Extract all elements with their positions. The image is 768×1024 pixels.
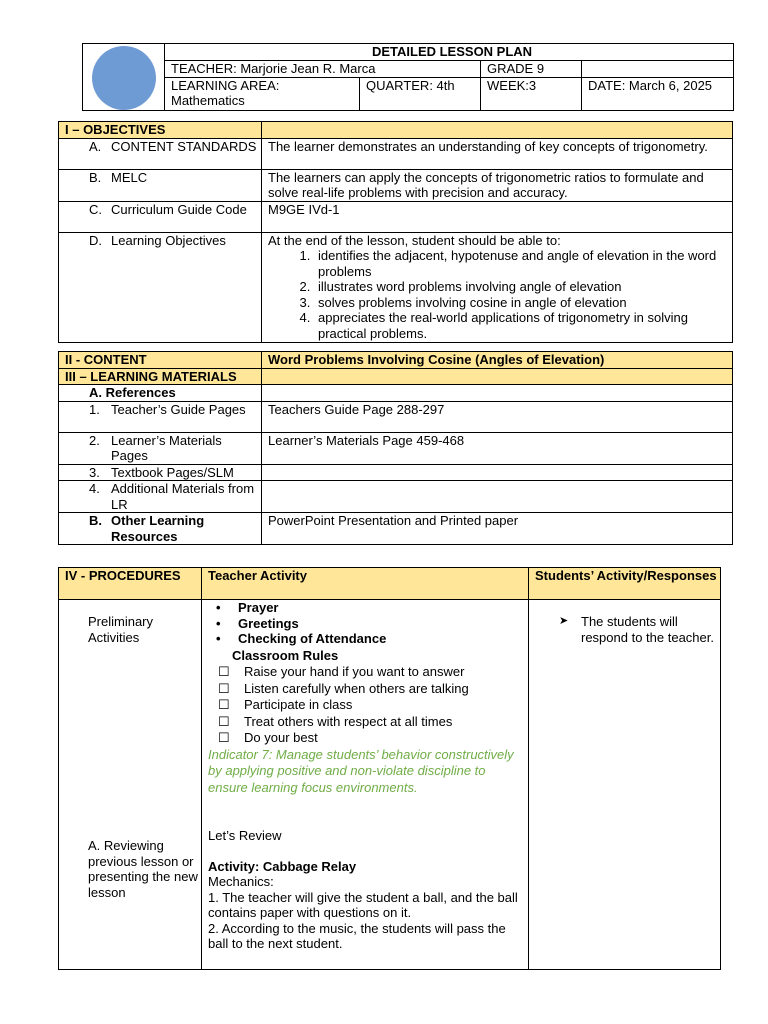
lets-review: Let’s Review	[208, 828, 282, 843]
row-label: Textbook Pages/SLM	[111, 464, 234, 480]
list-item	[208, 664, 528, 680]
list-item	[208, 730, 528, 746]
list-item: 1. identifies the adjacent, hypotenuse and angle of elevation in the word problems	[314, 248, 732, 279]
row-label: CONTENT STANDARDS	[111, 138, 257, 154]
list-item	[208, 697, 528, 713]
learning-objectives-value	[262, 232, 733, 342]
row-label: Other Learning Resources	[111, 513, 205, 544]
objectives-heading-blank	[262, 122, 733, 139]
procedure-steps	[59, 600, 202, 970]
school-logo	[83, 44, 165, 111]
textbook-label	[59, 464, 262, 481]
lm-label	[59, 432, 262, 464]
rule-text: Raise your hand if you want to answer	[244, 664, 465, 679]
procedures-table	[58, 567, 721, 970]
row-num: B.	[89, 169, 102, 185]
quarter: QUARTER: 4th	[360, 77, 481, 111]
students-response-cell	[529, 600, 721, 970]
row-num: D.	[89, 232, 102, 248]
bullet-icon: •	[216, 631, 221, 646]
list-item: 2. illustrates word problems involving angle of elevation	[314, 279, 732, 295]
additional-value	[262, 481, 733, 513]
references-label: A. References	[59, 385, 262, 402]
materials-heading: III – LEARNING MATERIALS	[59, 368, 262, 385]
content-title: Word Problems Involving Cosine (Angles of Elevation)	[262, 352, 733, 369]
materials-heading-blank	[262, 368, 733, 385]
content-standards-label	[59, 138, 262, 169]
rule-text: Listen carefully when others are talking	[244, 680, 469, 696]
list-item	[216, 600, 528, 616]
row-num: 1.	[89, 401, 100, 417]
row-num: C.	[89, 201, 102, 217]
logo-circle-icon	[92, 46, 156, 110]
bullet-text: Checking of Attendance	[238, 631, 387, 646]
objectives-heading: I – OBJECTIVES	[59, 122, 262, 139]
procedures-heading: IV - PROCEDURES	[59, 568, 202, 600]
melc-value: The learners can apply the concepts of trigonometric ratios to formulate and solve real-life problems with precision and accuracy.	[262, 169, 733, 201]
student-response	[535, 600, 720, 645]
row-label: Curriculum Guide Code	[111, 201, 247, 217]
list-item: 4. appreciates the real-world applications of trigonometry in solving practical problems.	[314, 310, 732, 341]
preliminary-bullets	[208, 600, 528, 647]
materials-table	[58, 351, 733, 545]
list-item	[216, 616, 528, 632]
row-num: 2.	[89, 432, 100, 448]
teacher-name: TEACHER: Marjorie Jean R. Marca	[165, 60, 481, 77]
header-table	[82, 43, 734, 111]
list-item	[208, 714, 528, 730]
learning-objectives-label	[59, 232, 262, 342]
teacher-activity-cell	[202, 600, 529, 970]
classroom-rules-title: Classroom Rules	[232, 647, 339, 663]
row-num: 3.	[89, 464, 100, 480]
mechanics-step: 1. The teacher will give the student a ball, and the ball contains paper with questions on it.	[208, 889, 518, 920]
content-heading: II - CONTENT	[59, 352, 262, 369]
rule-text: Participate in class	[244, 697, 353, 712]
row-label: Teacher’s Guide Pages	[111, 401, 246, 417]
row-num: 4.	[89, 481, 100, 496]
additional-label	[59, 481, 262, 513]
tg-value: Teachers Guide Page 288-297	[262, 401, 733, 432]
grade-level: GRADE 9	[481, 60, 582, 77]
rule-text: Do your best	[244, 730, 318, 745]
indicator-note: Indicator 7: Manage students’ behavior constructively by applying positive and non-violate discipline to ensure learning focus environments.	[208, 746, 514, 795]
response-text: The students will respond to the teacher.	[581, 614, 714, 645]
content-standards-value: The learner demonstrates an understanding of key concepts of trigonometry.	[262, 138, 733, 169]
checkbox-icon: ☐	[218, 730, 230, 745]
bullet-icon: •	[216, 615, 221, 631]
list-item	[216, 631, 528, 647]
checkbox-icon: ☐	[218, 680, 230, 696]
arrow-bullet-icon: ➤	[559, 615, 569, 627]
tg-label	[59, 401, 262, 432]
references-blank	[262, 385, 733, 402]
rule-text: Treat others with respect at all times	[244, 713, 453, 729]
doc-title: DETAILED LESSON PLAN	[165, 44, 734, 61]
learning-area	[165, 77, 360, 111]
other-resources-label	[59, 513, 262, 545]
other-resources-value: PowerPoint Presentation and Printed paper	[262, 513, 733, 545]
row-num: B.	[89, 513, 102, 528]
learning-area-label: LEARNING AREA:	[171, 77, 280, 93]
preliminary-label: Preliminary Activities	[88, 614, 154, 645]
list-item	[208, 681, 528, 697]
checkbox-icon: ☐	[218, 664, 230, 679]
date: DATE: March 6, 2025	[582, 77, 734, 111]
row-label: Learning Objectives	[111, 232, 226, 248]
learning-objectives-intro: At the end of the lesson, student should be able to:	[268, 232, 561, 248]
checkbox-icon: ☐	[218, 713, 230, 729]
curriculum-code-value: M9GE IVd-1	[262, 201, 733, 232]
review-label: A. Reviewing previous lesson or presenting the new lesson	[88, 838, 198, 900]
blank-cell	[582, 60, 734, 77]
bullet-text: Prayer	[238, 600, 279, 615]
students-activity-heading: Students’ Activity/Responses	[529, 568, 721, 600]
list-item: 3. solves problems involving cosine in angle of elevation	[314, 295, 732, 311]
textbook-value	[262, 464, 733, 481]
checkbox-icon: ☐	[218, 697, 230, 712]
bullet-icon: •	[216, 600, 221, 615]
mechanics-label: Mechanics:	[208, 874, 274, 889]
row-label: Learner’s Materials Pages	[111, 432, 222, 463]
melc-label	[59, 169, 262, 201]
row-label: MELC	[111, 169, 148, 185]
teacher-activity-heading: Teacher Activity	[202, 568, 529, 600]
mechanics-step: 2. According to the music, the students will pass the ball to the next student.	[208, 920, 506, 951]
learning-area-value: Mathematics	[171, 93, 245, 108]
row-label: Additional Materials from LR	[111, 481, 255, 512]
curriculum-code-label	[59, 201, 262, 232]
activity-title: Activity: Cabbage Relay	[208, 858, 357, 874]
row-num: A.	[89, 138, 102, 154]
classroom-rules-list	[208, 664, 528, 746]
bullet-text: Greetings	[238, 615, 299, 631]
learning-objectives-list	[268, 248, 732, 341]
objectives-table	[58, 121, 733, 343]
lm-value: Learner’s Materials Page 459-468	[262, 432, 733, 464]
week: WEEK:3	[481, 77, 582, 111]
